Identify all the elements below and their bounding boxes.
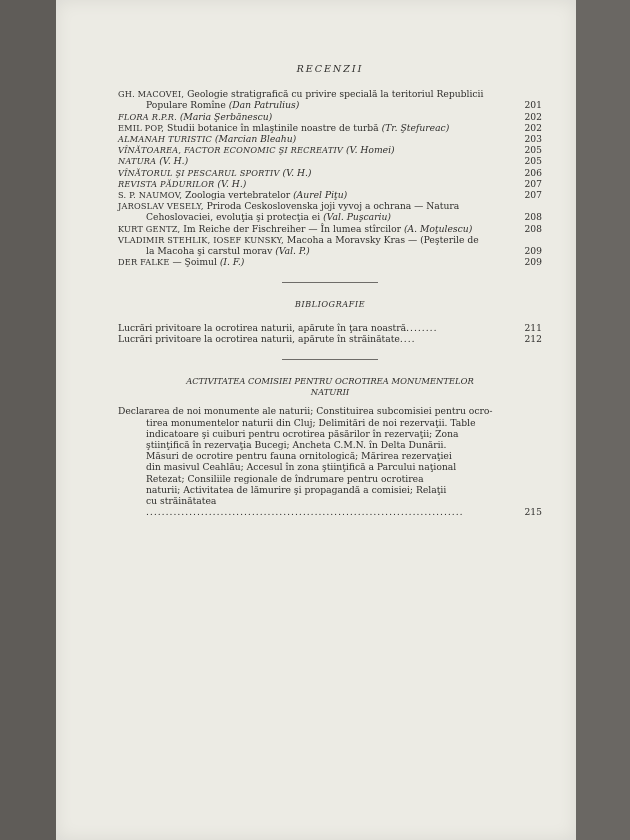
recenzii-title: RECENZII <box>296 64 364 75</box>
list-item <box>118 201 542 223</box>
list-item <box>118 168 542 179</box>
activ-line: din masivul Ceahlău; Accesul în zona ştiinţifică a Parcului naţional <box>146 462 457 474</box>
table-of-contents <box>118 64 542 519</box>
entry-page: 207 <box>524 190 542 202</box>
entry-reviewer: (I. F.) <box>219 257 245 269</box>
entry-reviewer: (A. Moţulescu) <box>403 223 473 235</box>
entry-text: Populare Romîne <box>146 100 226 112</box>
entry-reviewer: (Tr. Ştefureac) <box>381 122 450 134</box>
list-item <box>118 323 542 334</box>
list-item <box>118 156 542 167</box>
entry-author: GH. MACOVEI, <box>118 89 185 100</box>
list-item <box>118 123 542 134</box>
entry-text: la Macoha şi carstul morav <box>146 246 273 258</box>
entry-author: DER FALKE <box>118 257 170 268</box>
section-divider <box>282 359 378 360</box>
activ-line: Declararea de noi monumente ale naturii; Constituirea subcomisiei pentru ocro- <box>118 406 493 418</box>
section-divider <box>282 282 378 283</box>
entry-author: REVISTA PĂDURILOR <box>118 178 215 189</box>
entry-page: 208 <box>524 223 542 235</box>
leader-dots: .... <box>399 333 416 345</box>
entry-text: Im Reiche der Fischreiher — În lumea stîrcilor <box>183 223 402 235</box>
entry-page: 212 <box>524 333 542 345</box>
activ-line: naturii; Activitatea de lămurire şi propagandă a comisiei; Relaţii <box>146 484 447 496</box>
entry-text: — Şoimul <box>172 257 217 269</box>
entry-page: 207 <box>524 178 542 190</box>
entry-author: NATURA <box>118 156 157 167</box>
list-item <box>118 112 542 123</box>
entry-page: 201 <box>524 100 542 112</box>
entry-page: 205 <box>524 145 542 157</box>
entry-reviewer: (Val. Puşcariu) <box>323 212 391 224</box>
list-item <box>118 257 542 268</box>
activ-line: ştiinţifică în rezervaţia Bucegi; Ancheta C.M.N. în Delta Dunării. <box>146 440 447 452</box>
entry-reviewer: (V. H.) <box>159 156 189 168</box>
entry-reviewer: (V. Homei) <box>345 145 395 157</box>
entry-author: S. P. NAUMOV, <box>118 190 183 201</box>
entry-author: VÎNĂTOAREA, FACTOR ECONOMIC ŞI RECREATIV <box>118 145 344 156</box>
entry-author: JAROSLAV VESELY, <box>118 201 204 212</box>
list-item <box>118 235 542 257</box>
activ-line: tirea monumentelor naturii din Cluj; Delimitări de noi rezervaţii. Table <box>146 417 476 429</box>
entry-page: 202 <box>524 111 542 123</box>
entry-reviewer: (Maria Şerbănescu) <box>179 111 273 123</box>
entry-text: Geologie stratigrafică cu privire specială la teritoriul Republicii <box>187 89 484 101</box>
entry-text: Cehoslovaciei, evoluţia şi protecţia ei <box>146 212 321 224</box>
entry-page: 202 <box>524 122 542 134</box>
list-item <box>118 224 542 235</box>
activ-line: cu străinătatea <box>146 496 217 508</box>
entry-author: ALMANAH TURISTIC <box>118 134 212 145</box>
list-item <box>118 190 542 201</box>
leader-dots: ................................................................................. <box>146 507 464 519</box>
activ-line: indicatoare şi cuiburi pentru ocrotirea păsărilor în rezervaţii; Zona <box>146 428 459 440</box>
activitatea-title <box>118 376 542 398</box>
entry-page: 209 <box>524 257 542 269</box>
entry-text: Lucrări privitoare la ocrotirea naturii, apărute în străinătate <box>118 333 400 345</box>
entry-text: Lucrări privitoare la ocrotirea naturii, apărute în ţara noastră <box>118 322 407 334</box>
entry-text: Macoha a Moravsky Kras — (Peşterile de <box>286 234 479 246</box>
entry-page: 209 <box>524 246 542 258</box>
entry-reviewer: (Aurel Piţu) <box>293 190 348 202</box>
activ-line: Măsuri de ocrotire pentru fauna ornitologică; Mărirea rezervaţiei <box>146 451 452 463</box>
background-strip <box>576 0 630 840</box>
bibliografie-title: BIBLIOGRAFIE <box>294 299 366 310</box>
list-item <box>118 145 542 156</box>
entry-text: Zoologia vertebratelor <box>185 190 291 202</box>
activitatea-title-line: NATURII <box>310 387 350 398</box>
entry-text: Priroda Ceskoslovenska joji vyvoj a ochrana — Natura <box>206 201 460 213</box>
entry-reviewer: (Dan Patrulius) <box>228 100 300 112</box>
entry-page: 215 <box>524 507 542 519</box>
leader-dots: ........ <box>406 322 438 334</box>
entry-page: 203 <box>524 134 542 146</box>
list-item <box>118 334 542 345</box>
list-item <box>118 179 542 190</box>
entry-reviewer: (V. H.) <box>217 178 247 190</box>
entry-page: 205 <box>524 156 542 168</box>
entry-author: FLORA R.P.R. <box>118 111 177 122</box>
entry-author: VÎNĂTORUL ŞI PESCARUL SPORTIV <box>118 167 280 178</box>
entry-author: EMIL POP, <box>118 122 165 133</box>
entry-reviewer: (Marcian Bleahu) <box>214 134 297 146</box>
entry-page: 206 <box>524 167 542 179</box>
list-item <box>118 134 542 145</box>
list-item <box>118 406 542 518</box>
entry-reviewer: (V. H.) <box>282 167 312 179</box>
list-item <box>118 89 542 111</box>
entry-reviewer: (Val. P.) <box>275 246 310 258</box>
entry-author: KURT GENTZ, <box>118 223 181 234</box>
entry-page: 211 <box>524 322 542 334</box>
entry-text: Studii botanice în mlaştinile noastre de turbă <box>167 122 379 134</box>
activ-line: Retezat; Consiliile regionale de îndrumare pentru ocrotirea <box>146 473 424 485</box>
entry-author: VLADIMIR STEHLIK, IOSEF KUNSKY, <box>118 234 284 245</box>
entry-page: 208 <box>524 212 542 224</box>
activitatea-title-line: ACTIVITATEA COMISIEI PENTRU OCROTIREA MONUMENTELOR <box>186 376 474 387</box>
